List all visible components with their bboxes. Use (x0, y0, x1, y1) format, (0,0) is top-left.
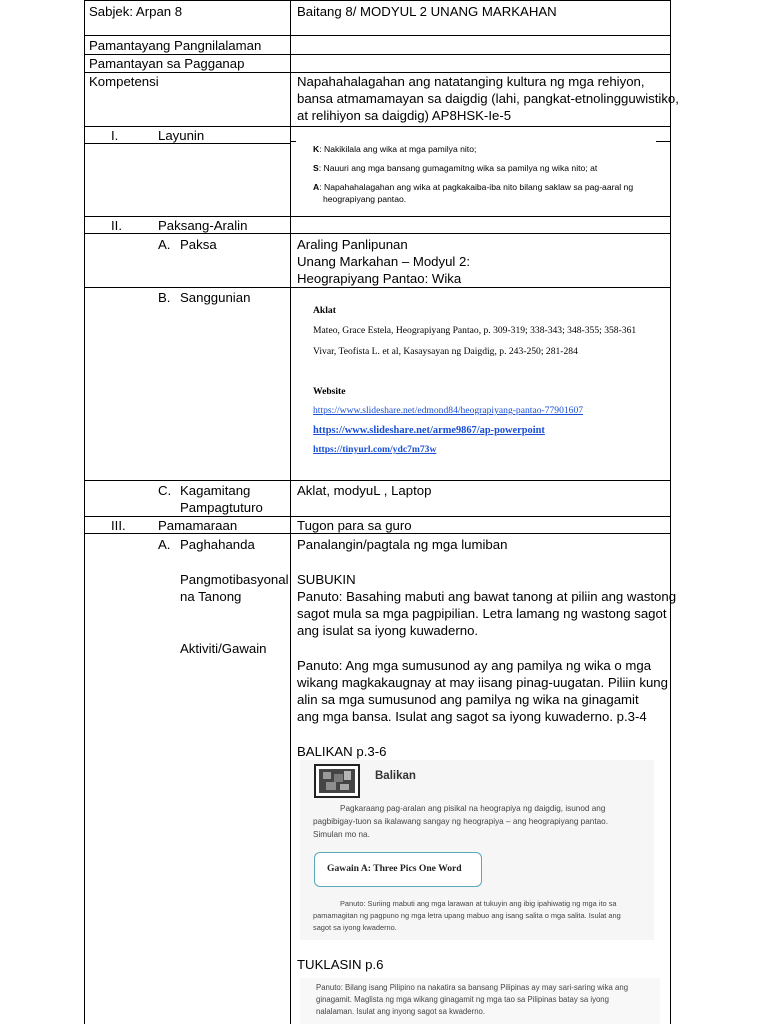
activity-label: Aktiviti/Gawain (180, 641, 267, 656)
performance-standard-label: Pamantayan sa Pagganap (89, 56, 245, 71)
row-line (84, 0, 671, 1)
balikan-heading: BALIKAN p.3-6 (297, 744, 387, 759)
table-left-border (84, 0, 85, 1024)
tuklasin-heading: TUKLASIN p.6 (297, 957, 384, 972)
materials-value: Aklat, modyuL , Laptop (297, 483, 432, 498)
balikan-card-line: Simulan mo na. (313, 830, 370, 839)
panuto-line: ang mga bansa. Isulat ang sagot sa iyong kuwaderno. p.3-4 (297, 709, 647, 724)
subject-matter-numeral: II. (111, 218, 122, 233)
books-heading: Aklat (313, 305, 336, 316)
procedure-right-header: Tugon para sa guro (297, 518, 412, 533)
objectives-cut-line (290, 141, 296, 142)
objective-attitude (313, 181, 633, 193)
balikan-card-title: Balikan (375, 770, 416, 782)
reference-letter: B. (158, 290, 171, 305)
reference-label: Sanggunian (180, 290, 251, 305)
row-line (84, 35, 671, 36)
book-reference: Vivar, Teofista L. et al, Kasaysayan ng Daigdig, p. 243-250; 281-284 (313, 346, 578, 357)
objective-attitude-continuation: heograpiyang pantao. (323, 194, 407, 204)
website-link[interactable]: https://tinyurl.com/ydc7m73w (313, 444, 437, 455)
row-line (84, 287, 671, 288)
competency-line: bansa atmamamayan sa daigdig (lahi, pangkat-etnolingguwistiko, (297, 91, 679, 106)
competency-line: at relihiyon sa daigdig) AP8HSK-Ie-5 (297, 108, 512, 123)
table-right-border (670, 0, 671, 1024)
objective-text: : Nakikilala ang wika at mga pamilya nito; (319, 144, 477, 154)
subject-matter-label: Paksang-Aralin (158, 218, 248, 233)
tuklasin-line: Panuto: Bilang isang Pilipino na nakatira sa bansang Pilipinas ay may sari-saring wika ang (316, 983, 629, 992)
content-standard-label: Pamantayang Pangnilalaman (89, 38, 262, 53)
materials-letter: C. (158, 483, 172, 498)
topic-line: Unang Markahan – Modyul 2: (297, 254, 471, 269)
balikan-card-line: Pagkaraang pag-aralan ang pisikal na heograpiya ng daigdig, isunod ang (340, 804, 606, 813)
topic-line: Araling Panlipunan (297, 237, 408, 252)
book-reference: Mateo, Grace Estela, Heograpiyang Pantao, p. 309-319; 338-343; 348-355; 358-361 (313, 325, 637, 336)
objective-skill (313, 162, 597, 174)
topic-label: Paksa (180, 237, 217, 252)
tuklasin-line: ginagamit. Maglista ng mga wikang ginagamit ng mga tao sa Pilipinas batay sa iyong (316, 995, 609, 1004)
grade-module-label: Baitang 8/ MODYUL 2 UNANG MARKAHAN (297, 4, 557, 19)
tuklasin-excerpt (300, 978, 660, 1024)
gawain-line: pamamagitan ng pagpuno ng mga letra upang mabuo ang isang salita o mga salita. Isulat ang (313, 911, 621, 920)
procedure-numeral: III. (111, 518, 126, 533)
competency-line: Napahahalagahan ang natatanging kultura ng mga rehiyon, (297, 74, 645, 89)
motivation-label: Pangmotibasyonal (180, 572, 289, 587)
subukin-heading: SUBUKIN (297, 572, 356, 587)
objectives-cut-line (656, 141, 670, 142)
panuto-line: ang isulat sa iyong kuwaderno. (297, 623, 479, 638)
subject-label: Sabjek: Arpan 8 (89, 4, 183, 19)
balikan-excerpt (300, 760, 654, 940)
panuto-line: Panuto: Basahing mabuti ang bawat tanong at piliin ang wastong (297, 589, 677, 604)
objective-text: : Napahahalagahan ang wika at pagkakaiba-iba nito bilang saklaw sa pag-aaral ng (319, 182, 634, 192)
balikan-card-line: pagbibigay-tuon sa ikalawang sangay ng heograpiya – ang heograpiyang pantao. (313, 817, 608, 826)
panuto-line: Panuto: Ang mga sumusunod ay ang pamilya ng wika o mga (297, 658, 652, 673)
row-line (84, 480, 671, 481)
table-middle-border (290, 0, 291, 1024)
gawain-title: Gawain A: Three Pics One Word (327, 863, 462, 874)
objective-letter: A (313, 182, 320, 192)
materials-label: Pampagtuturo (180, 500, 263, 515)
procedure-label: Pamamaraan (158, 518, 238, 533)
gawain-box (314, 852, 482, 887)
motivation-label: na Tanong (180, 589, 242, 604)
puzzle-icon (314, 764, 360, 798)
topic-letter: A. (158, 237, 171, 252)
panuto-line: alin sa mga sumusunod ang pamilya ng wika na ginagamit (297, 692, 639, 707)
gawain-line: sagot sa iyong kwaderno. (313, 923, 397, 932)
website-heading: Website (313, 386, 346, 397)
objective-text: : Nauuri ang mga bansang gumagamitng wika sa pamilya ng wika nito; at (318, 163, 598, 173)
objective-knowledge (313, 143, 476, 155)
panuto-line: sagot mula sa mga pagpipilian. Letra lamang ng wastong sagot (297, 606, 667, 621)
objective-letter: K (313, 144, 320, 154)
objectives-label: Layunin (158, 128, 205, 143)
objective-letter: S (313, 163, 319, 173)
objectives-numeral: I. (111, 128, 119, 143)
tuklasin-line: nalalaman. Isulat ang inyong sagot sa kwaderno. (316, 1007, 486, 1016)
prayer-text: Panalangin/pagtala ng mga lumiban (297, 537, 508, 552)
preparation-letter: A. (158, 537, 171, 552)
website-link[interactable]: https://www.slideshare.net/arme9867/ap-powerpoint (313, 425, 545, 436)
gawain-line: Panuto: Suriing mabuti ang mga larawan at tukuyin ang ibig ipahiwatig ng mga ito sa (340, 899, 617, 908)
preparation-label: Paghahanda (180, 537, 255, 552)
competency-label: Kompetensi (89, 74, 159, 89)
topic-line: Heograpiyang Pantao: Wika (297, 271, 462, 286)
panuto-line: wikang magkakaugnay at may iisang pinag-uugatan. Piliin kung (297, 675, 668, 690)
materials-label: Kagamitang (180, 483, 251, 498)
website-link[interactable]: https://www.slideshare.net/edmond84/heograpiyang-pantao-77901607 (313, 405, 584, 416)
